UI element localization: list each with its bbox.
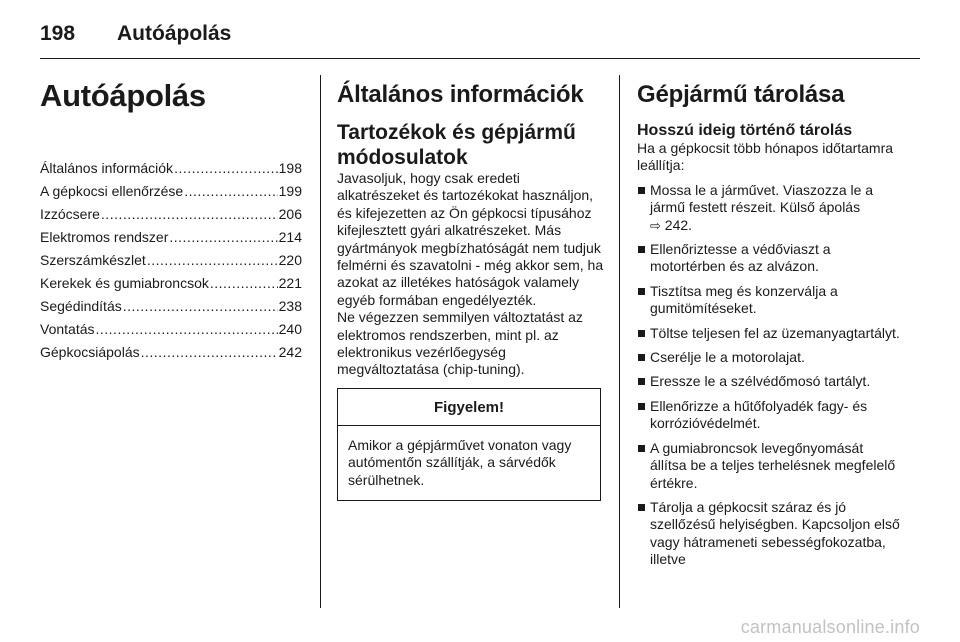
subsection-heading: Hosszú ideig történő tárolás [637,122,853,139]
checklist-item-text: Ellenőriztesse a védőviaszt a motortérben és az alvázon. [650,241,831,275]
toc-leader-dots [147,249,278,272]
toc-leader-dots [101,203,278,226]
column-divider [619,75,620,608]
storage-checklist [637,182,902,569]
toc-entry[interactable] [40,180,302,203]
toc-entry-page: 242 [278,344,302,360]
toc-entry-title: A gépkocsi ellenőrzése [40,183,184,199]
checklist-item-text: Töltse teljesen fel az üzemanyagtartályt. [650,324,900,341]
section-heading: Gépjármű tárolása [637,81,845,108]
chapter-title: Autóápolás [40,78,206,113]
checklist-item-text: Ellenőrizze a hűtőfolyadék fagy- és korrózióvédelmét. [650,397,868,432]
toc-entry-title: Vontatás [40,321,95,337]
checklist-item [637,241,902,276]
square-bullet-icon [638,288,645,295]
toc-entry-title: Izzócsere [40,206,100,222]
column-general-info [337,70,605,501]
toc-leader-dots [123,295,278,318]
square-bullet-icon [638,378,645,385]
reference-arrow-icon: ⇨ [650,217,661,233]
toc-entry[interactable] [40,203,302,226]
toc-leader-dots [184,180,277,203]
square-bullet-icon [638,354,645,361]
column-divider [320,75,321,608]
checklist-item [637,349,902,366]
notice-box [337,388,601,501]
toc-entry-title: Gépkocsiápolás [40,344,140,360]
toc-entry-title: Általános információk [40,160,174,176]
square-bullet-icon [638,246,645,253]
toc-entry[interactable] [40,341,302,364]
toc-entry-title: Szerszámkészlet [40,252,146,268]
toc-entry[interactable] [40,226,302,249]
toc-entry-title: Kerekek és gumiabroncsok [40,275,209,291]
checklist-item-text: Tárolja a gépkocsit száraz és jó szellőzésű helyiségben. Kapcsoljon első vagy hátrameneti sebességfokozatba, illetve [650,498,900,568]
toc-leader-dots [169,226,277,249]
checklist-item [637,440,902,492]
toc-entry-page: 214 [278,229,302,245]
toc-entry-title: Elektromos rendszer [40,229,169,245]
checklist-item-text: Tisztítsa meg és konzerválja a gumitömítéseket. [650,282,838,317]
intro-paragraph: Ha a gépkocsit több hónapos időtartamra leállítja: [637,140,894,174]
toc-entry-page: 206 [278,206,302,222]
column-toc [40,70,302,364]
toc-leader-dots [210,272,278,295]
toc-entry[interactable] [40,295,302,318]
body-paragraph: Ne végezzen semmilyen változtatást az elektromos rendszerben, mint pl. az elektronikus vezérlőegység megváltoztatása (chip-tuning). [337,309,583,378]
toc-entry-page: 240 [278,321,302,337]
toc-entry-page: 199 [278,183,302,199]
toc-leader-dots [174,157,278,180]
toc-leader-dots [141,341,278,364]
toc-entry[interactable] [40,249,302,272]
checklist-item [637,398,902,433]
toc-entry-page: 198 [278,160,302,176]
toc-entry[interactable] [40,272,302,295]
toc-entry-page: 238 [278,298,302,314]
checklist-item [637,325,902,342]
section-heading: Általános információk [337,81,584,108]
toc-leader-dots [96,318,278,341]
toc-entry-page: 221 [278,275,302,291]
checklist-item [637,283,902,318]
checklist-item-text: Mossa le a járművet. Viaszozza le a jármű festett részeit. Külső ápolás [650,181,874,216]
notice-text: Amikor a gépjárművet vonaton vagy autómentőn szállítják, a sárvédők sérülhetnek. [348,436,572,488]
column-storage [637,70,902,569]
square-bullet-icon [638,403,645,410]
page-reference-link[interactable]: 242. [664,216,693,233]
square-bullet-icon [638,330,645,337]
toc-entry-title: Segédindítás [40,298,122,314]
toc-entry[interactable] [40,318,302,341]
header-title: Autóápolás [117,22,232,45]
square-bullet-icon [638,504,645,511]
checklist-item [637,499,902,569]
subsection-heading: Tartozékok és gépjármű módosulatok [337,121,576,169]
page-number: 198 [40,22,76,45]
checklist-item-text: Eressze le a szélvédőmosó tartályt. [650,373,871,390]
page-header [40,18,920,59]
notice-title: Figyelem! [338,389,600,426]
checklist-item-text: A gumiabroncsok levegőnyomását állítsa be a teljes terhelésnek megfelelő értékre. [650,439,896,491]
checklist-item [637,182,902,234]
checklist-item [637,373,902,390]
table-of-contents [40,157,302,364]
watermark: carmanualsonline.info [740,617,920,637]
checklist-item-text: Cserélje le a motorolajat. [650,349,805,366]
toc-entry[interactable] [40,157,302,180]
square-bullet-icon [638,445,645,452]
body-paragraph: Javasoljuk, hogy csak eredeti alkatrészeket és tartozékokat használjon, és kifejezetten az Ön gépkocsi típusához kifejlesztett gyári alkatrészeket. Más gyártmányok megbízhatóságát nem tudjuk felmérni és szavatolni - még akkor sem, ha azokat az illetékes hatóságok valamely egyéb formában engedélyezték. [337,170,604,308]
square-bullet-icon [638,187,645,194]
toc-entry-page: 220 [278,252,302,268]
